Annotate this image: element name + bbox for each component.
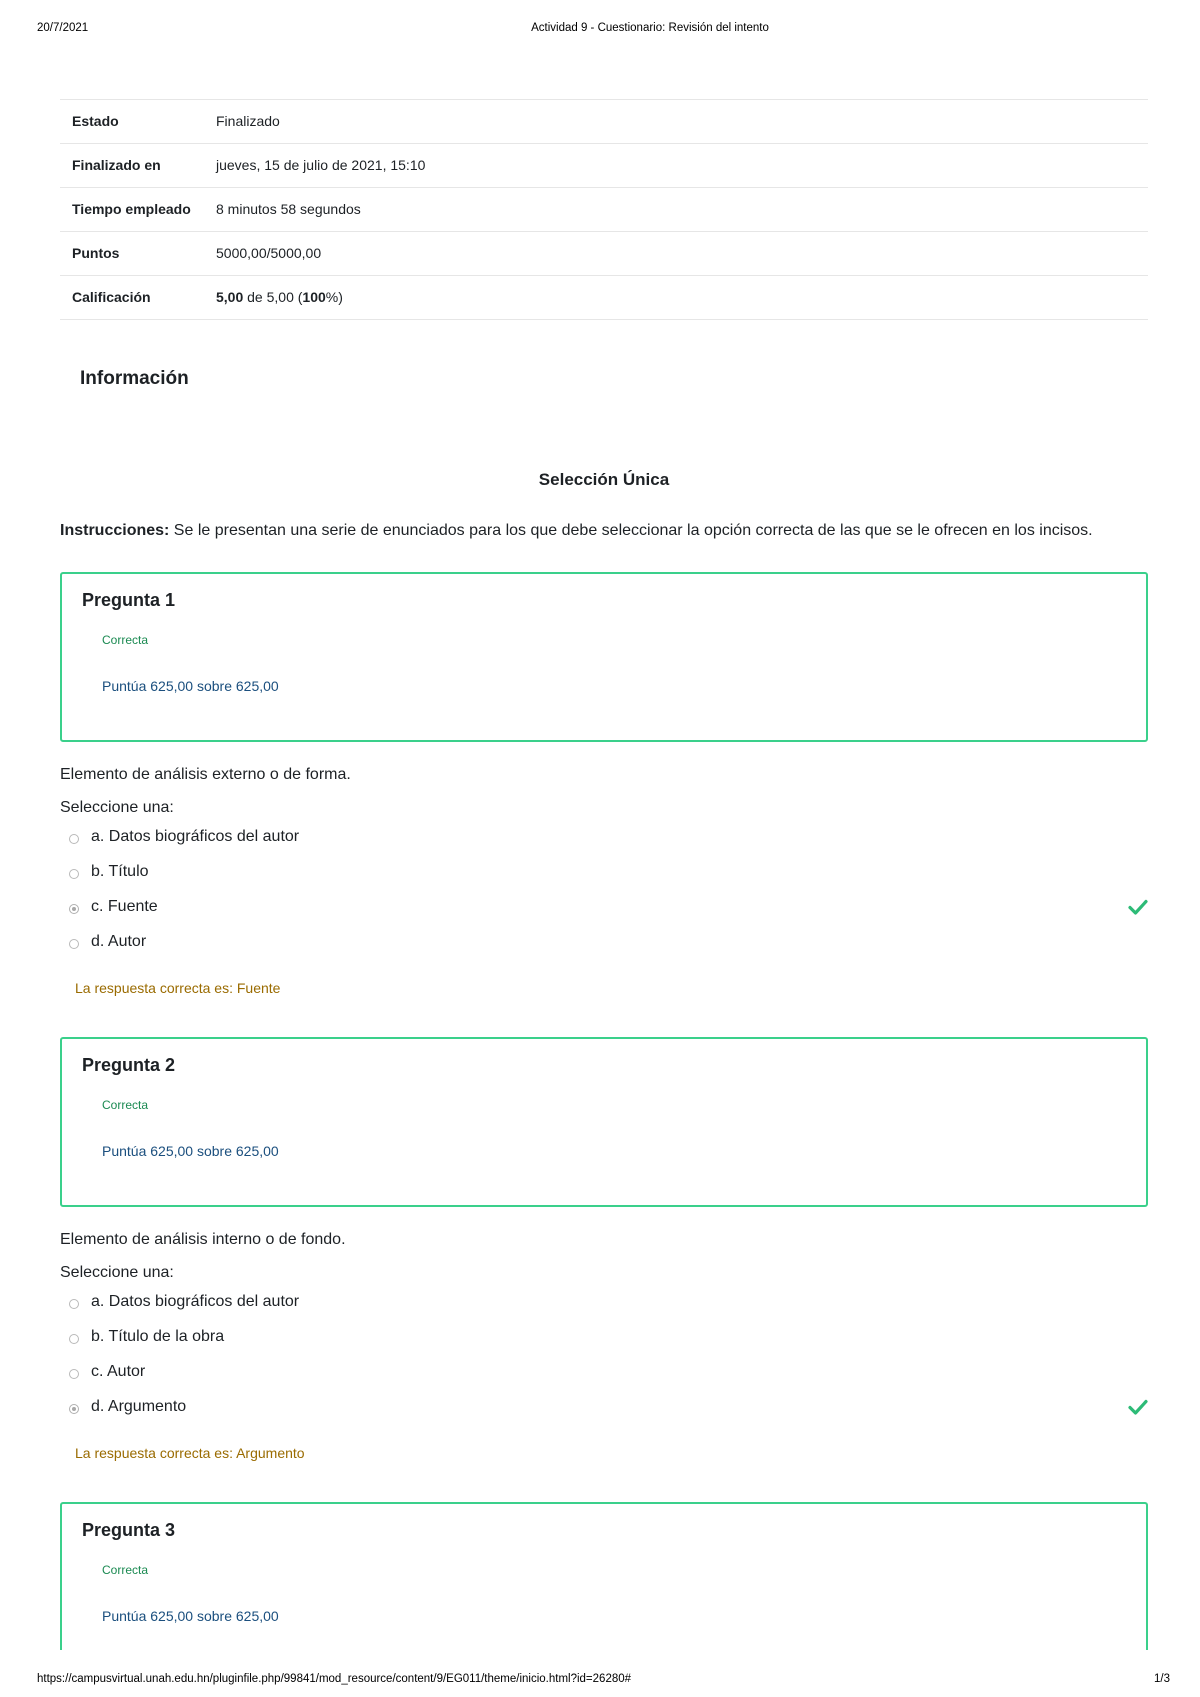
question-state: Correcta — [102, 1098, 149, 1112]
radio-icon[interactable] — [69, 869, 79, 879]
answer-label: c. Autor — [91, 1363, 146, 1380]
answer-option[interactable] — [60, 1358, 1148, 1393]
question-title: Pregunta 3 — [82, 1520, 176, 1540]
radio-icon[interactable] — [69, 939, 79, 949]
print-url: https://campusvirtual.unah.edu.hn/pluginfile.php/99841/mod_resource/content/9/EG011/theme/inicio.html?id=26280# — [37, 1673, 632, 1685]
print-header — [0, 22, 1200, 36]
grade-percent: 100 — [302, 289, 326, 305]
summary-label: Puntos — [72, 245, 120, 261]
check-icon — [1128, 897, 1148, 917]
print-page-number: 1/3 — [1154, 1673, 1170, 1685]
summary-grade-value — [216, 276, 1148, 320]
question-state: Correcta — [102, 1563, 149, 1577]
summary-row-tiempo — [60, 188, 1148, 232]
correct-answer-feedback: La respuesta correcta es: Fuente — [75, 980, 281, 996]
quiz-review — [60, 99, 1148, 1650]
radio-icon[interactable] — [69, 1369, 79, 1379]
summary-value: Finalizado — [216, 113, 280, 129]
answer-option-selected[interactable] — [60, 1393, 1148, 1428]
section-title: Selección Única — [538, 470, 670, 489]
grade-score: 5,00 — [216, 289, 244, 305]
summary-value: jueves, 15 de julio de 2021, 15:10 — [216, 157, 426, 173]
summary-label: Tiempo empleado — [72, 201, 191, 217]
summary-label: Calificación — [72, 289, 151, 305]
summary-row-finalizado — [60, 144, 1148, 188]
print-date: 20/7/2021 — [37, 22, 89, 34]
summary-row-estado — [60, 100, 1148, 144]
radio-checked-icon[interactable] — [69, 1404, 79, 1414]
summary-value: 5000,00/5000,00 — [216, 245, 322, 261]
answer-option[interactable] — [60, 1323, 1148, 1358]
radio-icon[interactable] — [69, 834, 79, 844]
instructions-text: Se le presentan una serie de enunciados para los que debe seleccionar la opción correcta de las que se le ofrecen en los incisos. — [169, 522, 1093, 539]
instructions — [60, 522, 1148, 544]
answer-label: d. Autor — [91, 933, 147, 950]
summary-row-puntos — [60, 232, 1148, 276]
question-info-box — [60, 1037, 1148, 1207]
instructions-label: Instrucciones: — [60, 522, 170, 539]
answer-list — [60, 823, 1148, 963]
answer-option[interactable] — [60, 858, 1148, 893]
correct-answer-feedback: La respuesta correcta es: Argumento — [75, 1445, 305, 1461]
summary-label: Finalizado en — [72, 157, 161, 173]
question-prompt: Seleccione una: — [60, 1264, 174, 1281]
summary-row-calificacion — [60, 276, 1148, 320]
answer-label: c. Fuente — [91, 898, 158, 915]
print-title: Actividad 9 - Cuestionario: Revisión del intento — [531, 22, 769, 34]
check-icon — [1128, 1397, 1148, 1417]
answer-label: a. Datos biográficos del autor — [91, 1293, 300, 1310]
grade-suffix: %) — [325, 289, 343, 305]
question-text: Elemento de análisis externo o de forma. — [60, 766, 351, 783]
question-state: Correcta — [102, 633, 149, 647]
answer-label: d. Argumento — [91, 1398, 187, 1415]
answer-list — [60, 1288, 1148, 1428]
answer-label: b. Título de la obra — [91, 1328, 225, 1345]
summary-value: 8 minutos 58 segundos — [216, 201, 361, 217]
answer-label: a. Datos biográficos del autor — [91, 828, 300, 845]
question-grade: Puntúa 625,00 sobre 625,00 — [102, 1608, 279, 1624]
question-grade: Puntúa 625,00 sobre 625,00 — [102, 1143, 279, 1159]
attempt-summary-table — [60, 99, 1148, 320]
info-title: Información — [80, 368, 189, 389]
answer-option[interactable] — [60, 823, 1148, 858]
radio-icon[interactable] — [69, 1299, 79, 1309]
answer-option[interactable] — [60, 1288, 1148, 1323]
answer-option-selected[interactable] — [60, 893, 1148, 928]
question-prompt: Seleccione una: — [60, 799, 174, 816]
question-title: Pregunta 1 — [82, 590, 176, 610]
question-info-box — [60, 572, 1148, 742]
question-title: Pregunta 2 — [82, 1055, 176, 1075]
radio-checked-icon[interactable] — [69, 904, 79, 914]
question-text: Elemento de análisis interno o de fondo. — [60, 1231, 346, 1248]
question-grade: Puntúa 625,00 sobre 625,00 — [102, 678, 279, 694]
summary-label: Estado — [72, 113, 119, 129]
print-footer — [0, 1673, 1200, 1687]
grade-of: de 5,00 ( — [243, 289, 303, 305]
answer-label: b. Título — [91, 863, 149, 880]
question-info-box — [60, 1502, 1148, 1650]
radio-icon[interactable] — [69, 1334, 79, 1344]
answer-option[interactable] — [60, 928, 1148, 963]
